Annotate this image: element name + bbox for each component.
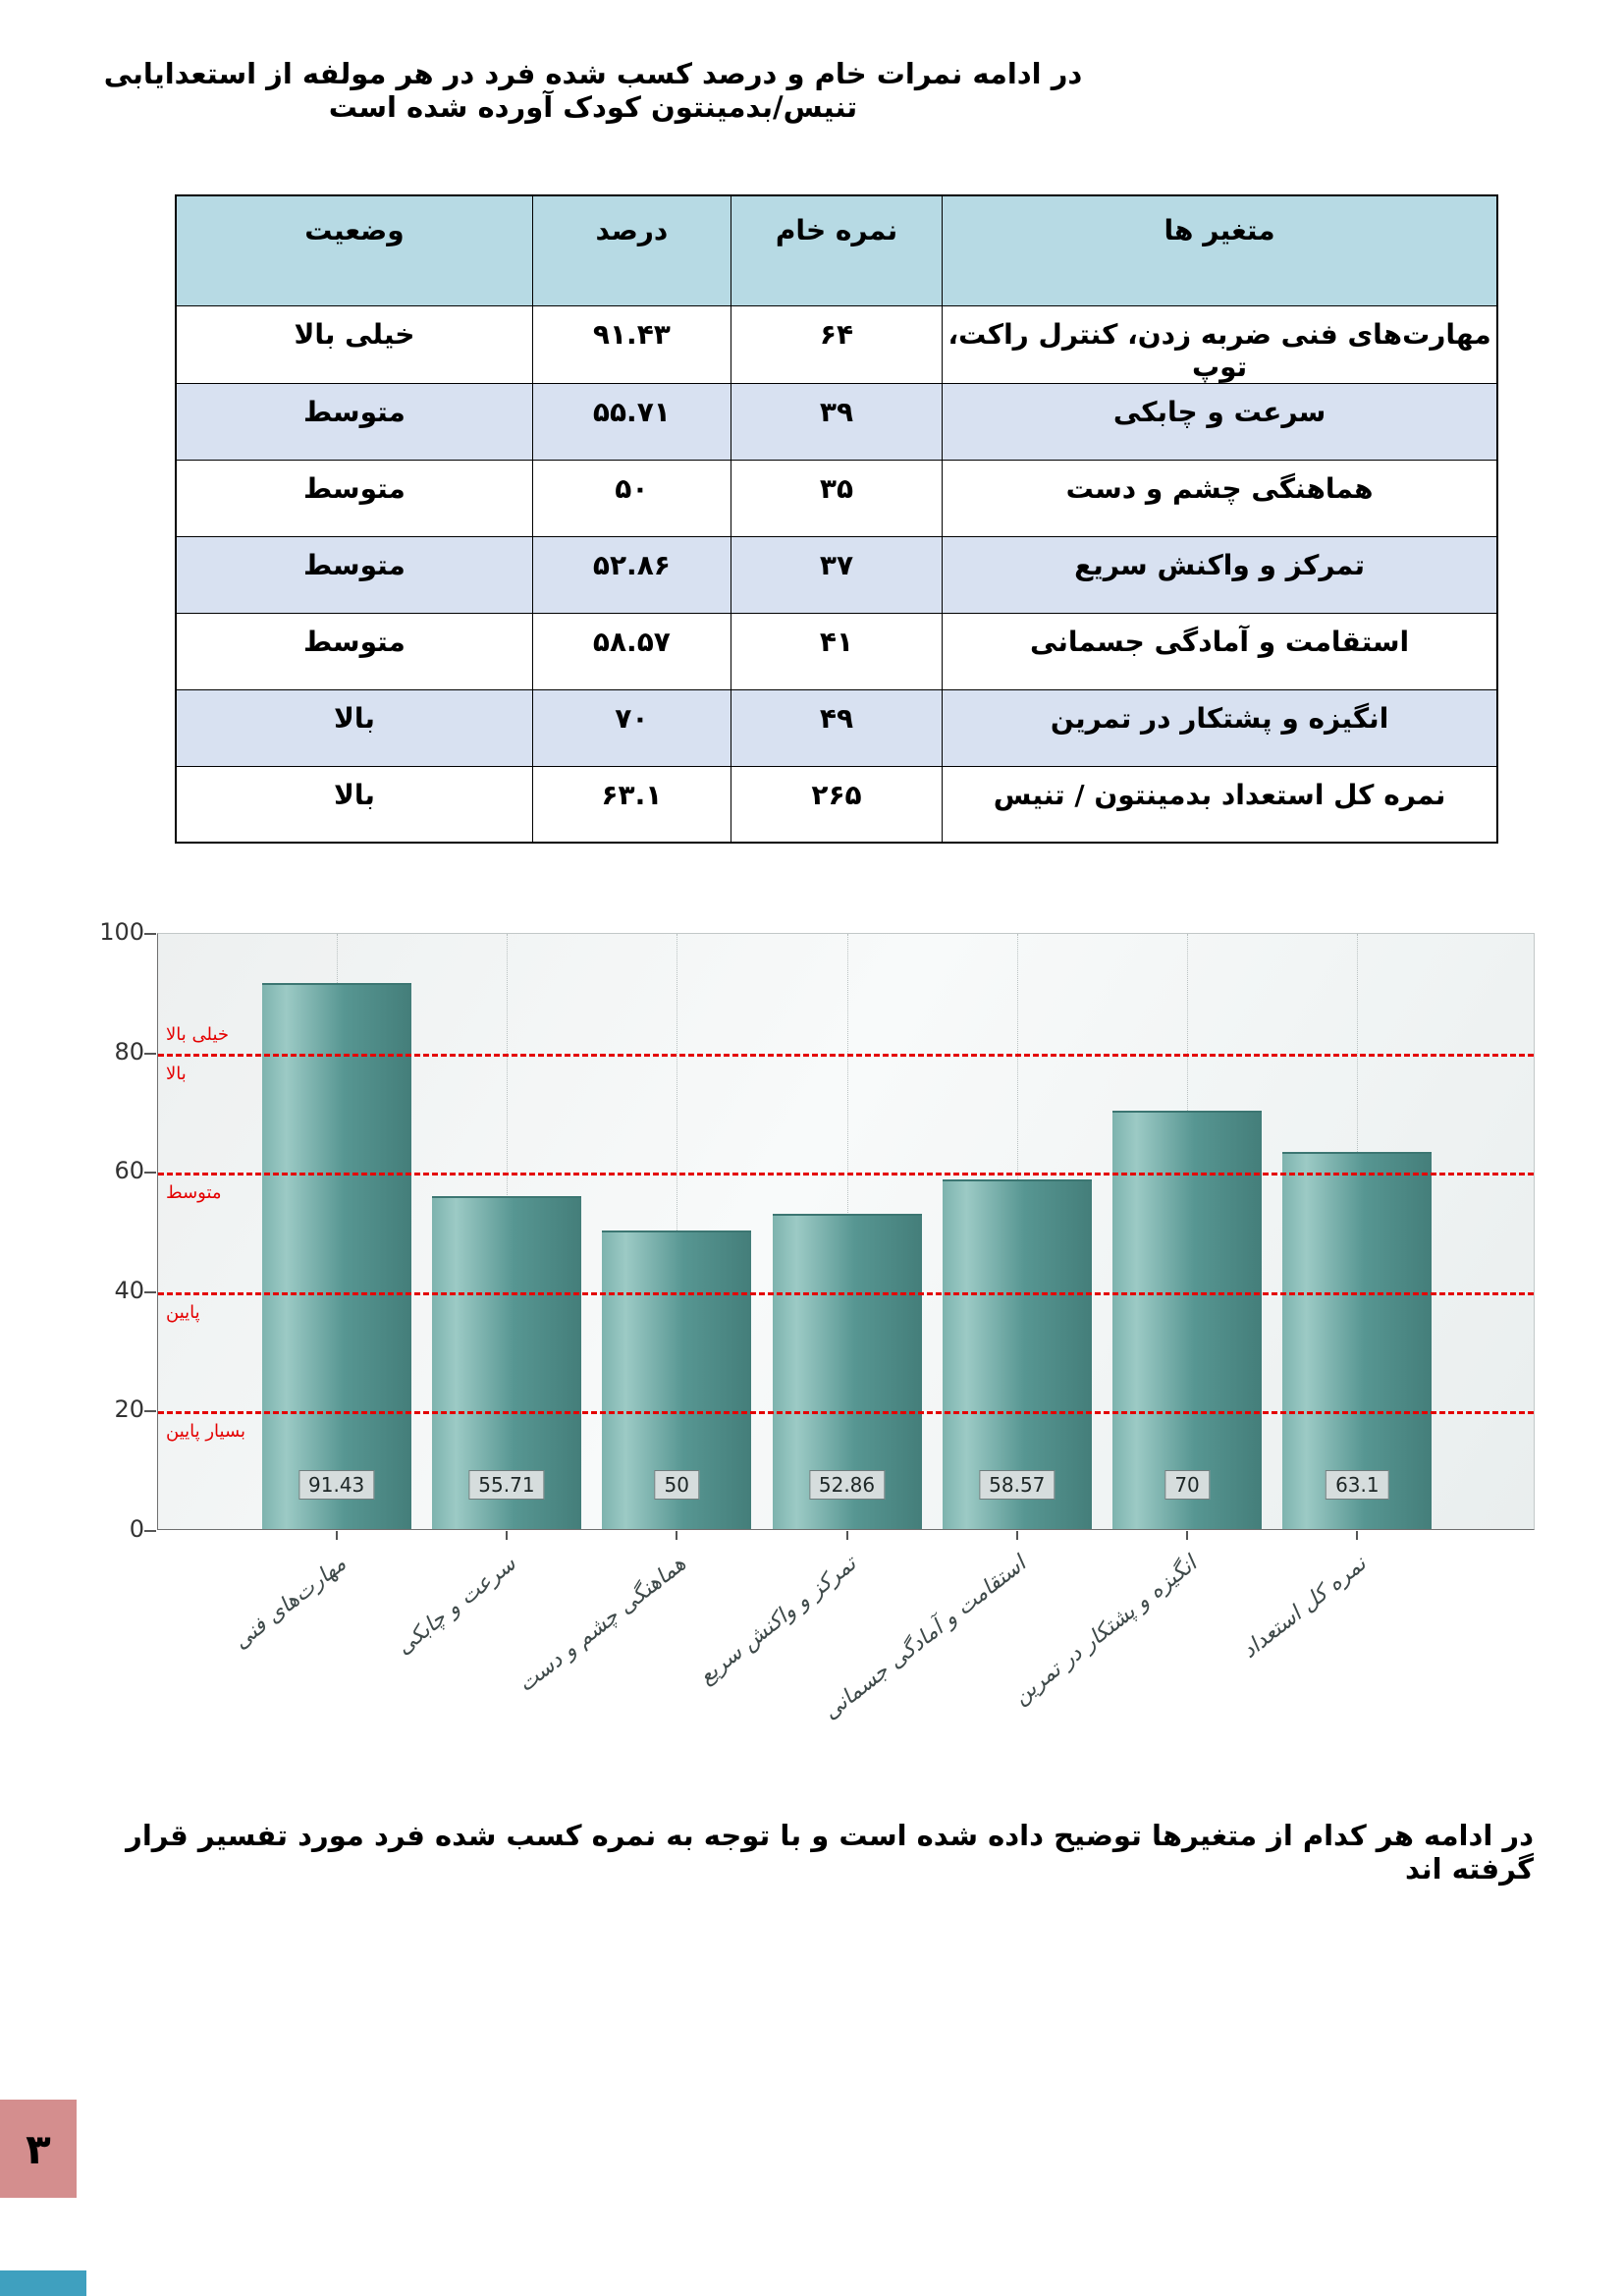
- bar-value-label: 63.1: [1326, 1470, 1389, 1500]
- status-cell: بالا: [176, 766, 532, 843]
- y-axis-tick-label: 80: [114, 1037, 144, 1066]
- variable-cell: تمرکز و واکنش سریع: [943, 536, 1497, 613]
- variable-cell: مهارت‌های فنی ضربه زدن، کنترل راکت، توپ: [943, 305, 1497, 383]
- x-axis-label: نمره کل استعداد: [1237, 1552, 1372, 1664]
- threshold-label-below: پایین: [166, 1301, 200, 1323]
- bar: [262, 983, 411, 1529]
- x-axis-label: مهارت‌های فنی: [228, 1552, 352, 1655]
- threshold-label-below: بالا: [166, 1063, 187, 1084]
- y-axis-tick-mark: [144, 1410, 156, 1412]
- y-axis-tick-label: 20: [114, 1395, 144, 1424]
- variable-cell: نمره کل استعداد بدمینتون / تنیس: [943, 766, 1497, 843]
- bar-value-label: 91.43: [298, 1470, 374, 1500]
- table-row: [176, 613, 1497, 689]
- y-axis-tick-label: 100: [99, 918, 144, 946]
- percent-cell: ۶۳.۱: [532, 766, 731, 843]
- footer-accent-bar: [0, 2270, 86, 2296]
- col-header-variables: متغیر ها: [943, 195, 1497, 305]
- status-cell: خیلی بالا: [176, 305, 532, 383]
- table-row: [176, 689, 1497, 766]
- variable-cell: سرعت و چابکی: [943, 383, 1497, 460]
- intro-paragraph: در ادامه نمرات خام و درصد کسب شده فرد در هر مولفه از استعدایابی تنیس/بدمینتون کودک آورده شده است: [103, 57, 1083, 124]
- table-row: [176, 305, 1497, 383]
- percent-cell: ۵۵.۷۱: [532, 383, 731, 460]
- table-row: [176, 536, 1497, 613]
- variable-cell: هماهنگی چشم و دست: [943, 460, 1497, 536]
- y-axis-tick-label: 0: [129, 1515, 144, 1543]
- raw-score-cell: ۳۷: [731, 536, 942, 613]
- status-cell: متوسط: [176, 383, 532, 460]
- raw-score-cell: ۶۴: [731, 305, 942, 383]
- x-axis-tick-mark: [1356, 1531, 1358, 1540]
- y-axis-tick-mark: [144, 1291, 156, 1293]
- x-axis-label: تمرکز و واکنش سریع: [694, 1552, 861, 1690]
- x-axis-label: انگیزه و پشتکار در تمرین: [1008, 1552, 1202, 1710]
- table-row: [176, 383, 1497, 460]
- table-row: [176, 766, 1497, 843]
- threshold-label-below: متوسط: [166, 1182, 222, 1204]
- percent-cell: ۵۰: [532, 460, 731, 536]
- bar-value-label: 50: [654, 1470, 698, 1500]
- percent-cell: ۹۱.۴۳: [532, 305, 731, 383]
- threshold-label-below: بسیار پایین: [166, 1421, 246, 1443]
- col-header-status: وضعیت: [176, 195, 532, 305]
- table-row: [176, 460, 1497, 536]
- y-axis-tick-mark: [144, 933, 156, 935]
- status-cell: متوسط: [176, 613, 532, 689]
- x-axis-tick-mark: [1186, 1531, 1188, 1540]
- x-axis-tick-mark: [676, 1531, 677, 1540]
- raw-score-cell: ۳۵: [731, 460, 942, 536]
- chart-plot-area: [157, 933, 1535, 1530]
- raw-score-cell: ۴۱: [731, 613, 942, 689]
- bar-value-label: 70: [1164, 1470, 1209, 1500]
- variable-cell: انگیزه و پشتکار در تمرین: [943, 689, 1497, 766]
- y-axis-tick-mark: [144, 1053, 156, 1055]
- y-axis-tick-label: 60: [114, 1157, 144, 1185]
- scores-table: [175, 194, 1498, 844]
- bar-value-label: 55.71: [468, 1470, 544, 1500]
- table-header-row: [176, 195, 1497, 305]
- x-axis-label: سرعت و چابکی: [392, 1552, 521, 1661]
- percent-cell: ۷۰: [532, 689, 731, 766]
- bar-value-label: 58.57: [979, 1470, 1055, 1500]
- col-header-raw-score: نمره خام: [731, 195, 942, 305]
- threshold-line: [158, 1292, 1534, 1295]
- x-axis-tick-mark: [336, 1531, 338, 1540]
- status-cell: متوسط: [176, 460, 532, 536]
- raw-score-cell: ۳۹: [731, 383, 942, 460]
- threshold-line: [158, 1054, 1534, 1057]
- threshold-line: [158, 1173, 1534, 1175]
- outro-paragraph: در ادامه هر کدام از متغیرها توضیح داده شده است و با توجه به نمره کسب شده فرد مورد تفسیر قرار گرفته اند: [126, 1819, 1534, 1886]
- variable-cell: استقامت و آمادگی جسمانی: [943, 613, 1497, 689]
- percent-cell: ۵۲.۸۶: [532, 536, 731, 613]
- threshold-label-above: خیلی بالا: [166, 1023, 230, 1045]
- x-axis-label: هماهنگی چشم و دست: [514, 1552, 691, 1698]
- status-cell: بالا: [176, 689, 532, 766]
- y-axis-tick-mark: [144, 1530, 156, 1532]
- x-axis-tick-mark: [506, 1531, 508, 1540]
- raw-score-cell: ۴۹: [731, 689, 942, 766]
- x-axis-tick-mark: [1016, 1531, 1018, 1540]
- percent-cell: ۵۸.۵۷: [532, 613, 731, 689]
- x-axis-tick-mark: [846, 1531, 848, 1540]
- status-cell: متوسط: [176, 536, 532, 613]
- bar-value-label: 52.86: [809, 1470, 885, 1500]
- threshold-line: [158, 1411, 1534, 1414]
- y-axis-tick-mark: [144, 1172, 156, 1174]
- page-number-badge: ۳: [0, 2100, 77, 2198]
- col-header-percent: درصد: [532, 195, 731, 305]
- raw-score-cell: ۲۶۵: [731, 766, 942, 843]
- x-axis-label: استقامت و آمادگی جسمانی: [819, 1552, 1032, 1725]
- bar-chart: [93, 913, 1566, 1725]
- y-axis-tick-label: 40: [114, 1276, 144, 1304]
